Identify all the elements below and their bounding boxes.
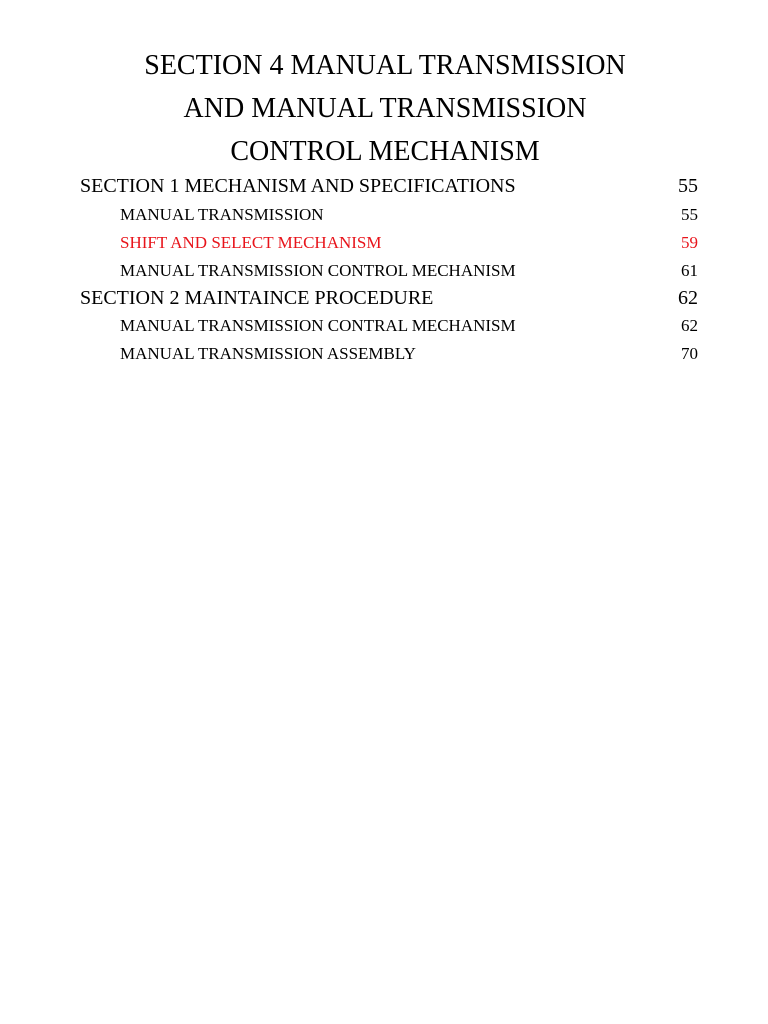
toc-entry-page-number: 62 [681,316,698,335]
toc-entry-manual-transmission-assembly[interactable] [120,343,698,371]
toc-entry-page-number: 55 [678,175,698,197]
toc-entry-label: MANUAL TRANSMISSION ASSEMBLY [120,344,416,363]
toc-entry-label: SECTION 1 MECHANISM AND SPECIFICATIONS [80,175,516,197]
toc-entry-page-number: 61 [681,261,698,280]
toc-entry-label: MANUAL TRANSMISSION [120,205,324,224]
toc-entry-page-number: 59 [681,233,698,252]
toc-entry-manual-transmission-control-mechanism[interactable] [120,260,698,288]
title-line-3: CONTROL MECHANISM [230,136,540,167]
toc-entry-manual-transmission-contral-mechanism[interactable] [120,315,698,343]
toc-entry-label: MANUAL TRANSMISSION CONTRAL MECHANISM [120,316,516,335]
toc-entry-label: SECTION 2 MAINTAINCE PROCEDURE [80,287,434,309]
toc-entry-label: SHIFT AND SELECT MECHANISM [120,233,382,252]
document-title [0,44,768,173]
toc-entry-section-2[interactable] [80,286,698,314]
toc-entry-shift-and-select-mechanism[interactable] [120,232,698,260]
toc-entry-label: MANUAL TRANSMISSION CONTROL MECHANISM [120,261,516,280]
toc-entry-manual-transmission[interactable] [120,204,698,232]
title-line-2: AND MANUAL TRANSMISSION [183,93,587,124]
title-line-1: SECTION 4 MANUAL TRANSMISSION [144,50,626,81]
toc-entry-page-number: 70 [681,344,698,363]
toc-entry-page-number: 62 [678,287,698,309]
toc-entry-section-1[interactable] [80,174,698,202]
toc-entry-page-number: 55 [681,205,698,224]
